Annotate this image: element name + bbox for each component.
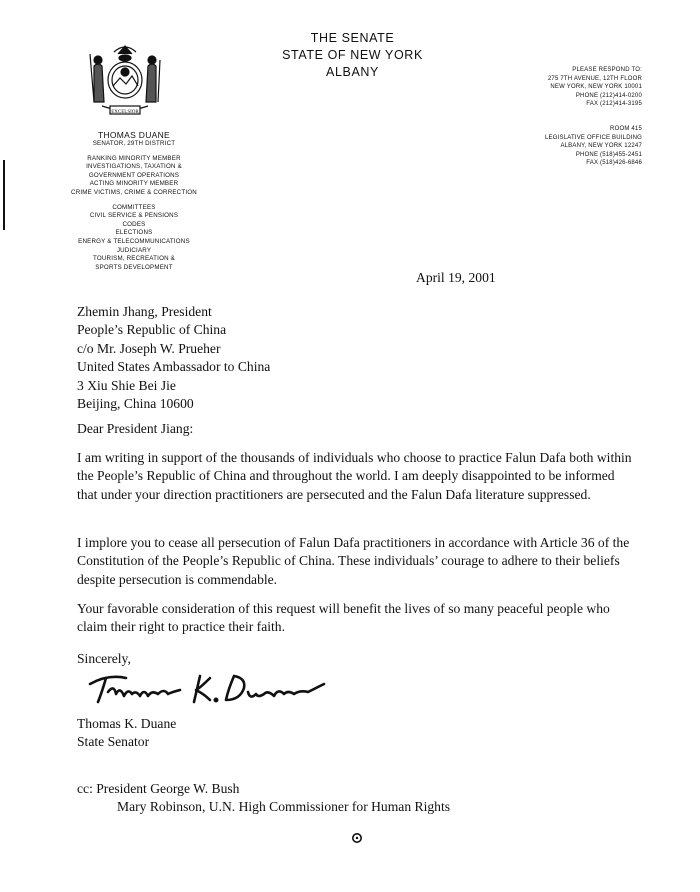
position-line: GOVERNMENT OPERATIONS (88, 171, 180, 179)
seal-motto: EXCELSIOR (111, 110, 139, 115)
committee-item: CIVIL SERVICE & PENSIONS (89, 212, 179, 220)
recipient-line: United States Ambassador to China (77, 359, 271, 375)
cc-list (77, 780, 450, 817)
recipient-line: People’s Republic of China (77, 322, 227, 338)
address-line: FAX (518)426-6846 (586, 160, 642, 167)
address-line: LEGISLATIVE OFFICE BUILDING (545, 134, 642, 141)
senator-district: SENATOR, 29TH DISTRICT (92, 140, 176, 147)
albany-office-address (545, 125, 642, 168)
address-line: ROOM 415 (610, 126, 642, 132)
letter-date: April 19, 2001 (416, 270, 496, 285)
address-line: FAX (212)414-3195 (586, 101, 642, 108)
body-paragraph: I implore you to cease all persecution of Falun Dafa practitioners in accordance with Article 36 of the Constitution of the People’s Republic of China. These individuals’ courage to adhere to their beliefs despite persecution is commendable. (77, 535, 630, 587)
address-line: PHONE (212)414-0200 (575, 92, 642, 99)
closing: Sincerely, (77, 651, 131, 666)
signer-block (77, 715, 176, 752)
senate-letterhead (270, 30, 435, 81)
union-bug-icon (351, 832, 363, 844)
letterhead-line: ALBANY (326, 65, 379, 79)
committee-item: ELECTIONS (115, 229, 153, 237)
committee-item: JUDICIARY (116, 246, 152, 254)
position-line: CRIME VICTIMS, CRIME & CORRECTION (71, 188, 197, 196)
position-line: ACTING MINORITY MEMBER (89, 180, 179, 188)
recipient-line: c/o Mr. Joseph W. Prueher (77, 340, 221, 356)
cc-line: Mary Robinson, U.N. High Commissioner for Human Rights (117, 799, 451, 815)
committee-item: ENERGY & TELECOMMUNICATIONS (78, 237, 190, 245)
address-line: NEW YORK, NEW YORK 10001 (550, 84, 642, 91)
committee-item: TOURISM, RECREATION & (92, 255, 175, 263)
address-line: PHONE (518)455-2451 (575, 151, 642, 158)
cc-line: cc: President George W. Bush (77, 781, 240, 796)
letterhead-line: STATE OF NEW YORK (282, 48, 423, 62)
committees-heading: COMMITTEES (112, 203, 156, 211)
recipient-line: 3 Xiu Shie Bei Jie (77, 377, 176, 393)
committee-item: SPORTS DEVELOPMENT (95, 263, 173, 271)
state-seal-icon (80, 40, 170, 122)
margin-rule (3, 160, 5, 230)
committee-item: CODES (122, 220, 146, 228)
recipient-line: Zhemin Jhang, President (77, 304, 212, 319)
signer-title: State Senator (77, 734, 150, 750)
signature-image (88, 664, 328, 714)
position-line: RANKING MINORITY MEMBER (87, 154, 181, 162)
body-paragraph: Your favorable consideration of this request will benefit the lives of so many peaceful people who claim their right to practice their faith. (77, 601, 610, 635)
recipient-line: Beijing, China 10600 (77, 396, 194, 412)
district-office-address (548, 66, 642, 109)
senator-info (54, 130, 214, 272)
salutation: Dear President Jiang: (77, 421, 194, 436)
address-line: PLEASE RESPOND TO: (572, 67, 642, 73)
recipient-address (77, 303, 270, 413)
body-paragraph: I am writing in support of the thousands of individuals who choose to practice Falun Dafa both within the People’s Republic of China and throughout the world. I am deeply disappointed to be informed that under your direction practitioners are persecuted and the Falun Dafa literature suppressed. (77, 450, 632, 502)
address-line: 275 7TH AVENUE, 12TH FLOOR (547, 75, 642, 82)
senator-name: THOMAS DUANE (97, 130, 171, 140)
signer-name: Thomas K. Duane (77, 716, 177, 731)
letterhead-line: THE SENATE (310, 31, 395, 45)
address-line: ALBANY, NEW YORK 12247 (560, 143, 642, 150)
position-line: INVESTIGATIONS, TAXATION & (86, 163, 182, 171)
